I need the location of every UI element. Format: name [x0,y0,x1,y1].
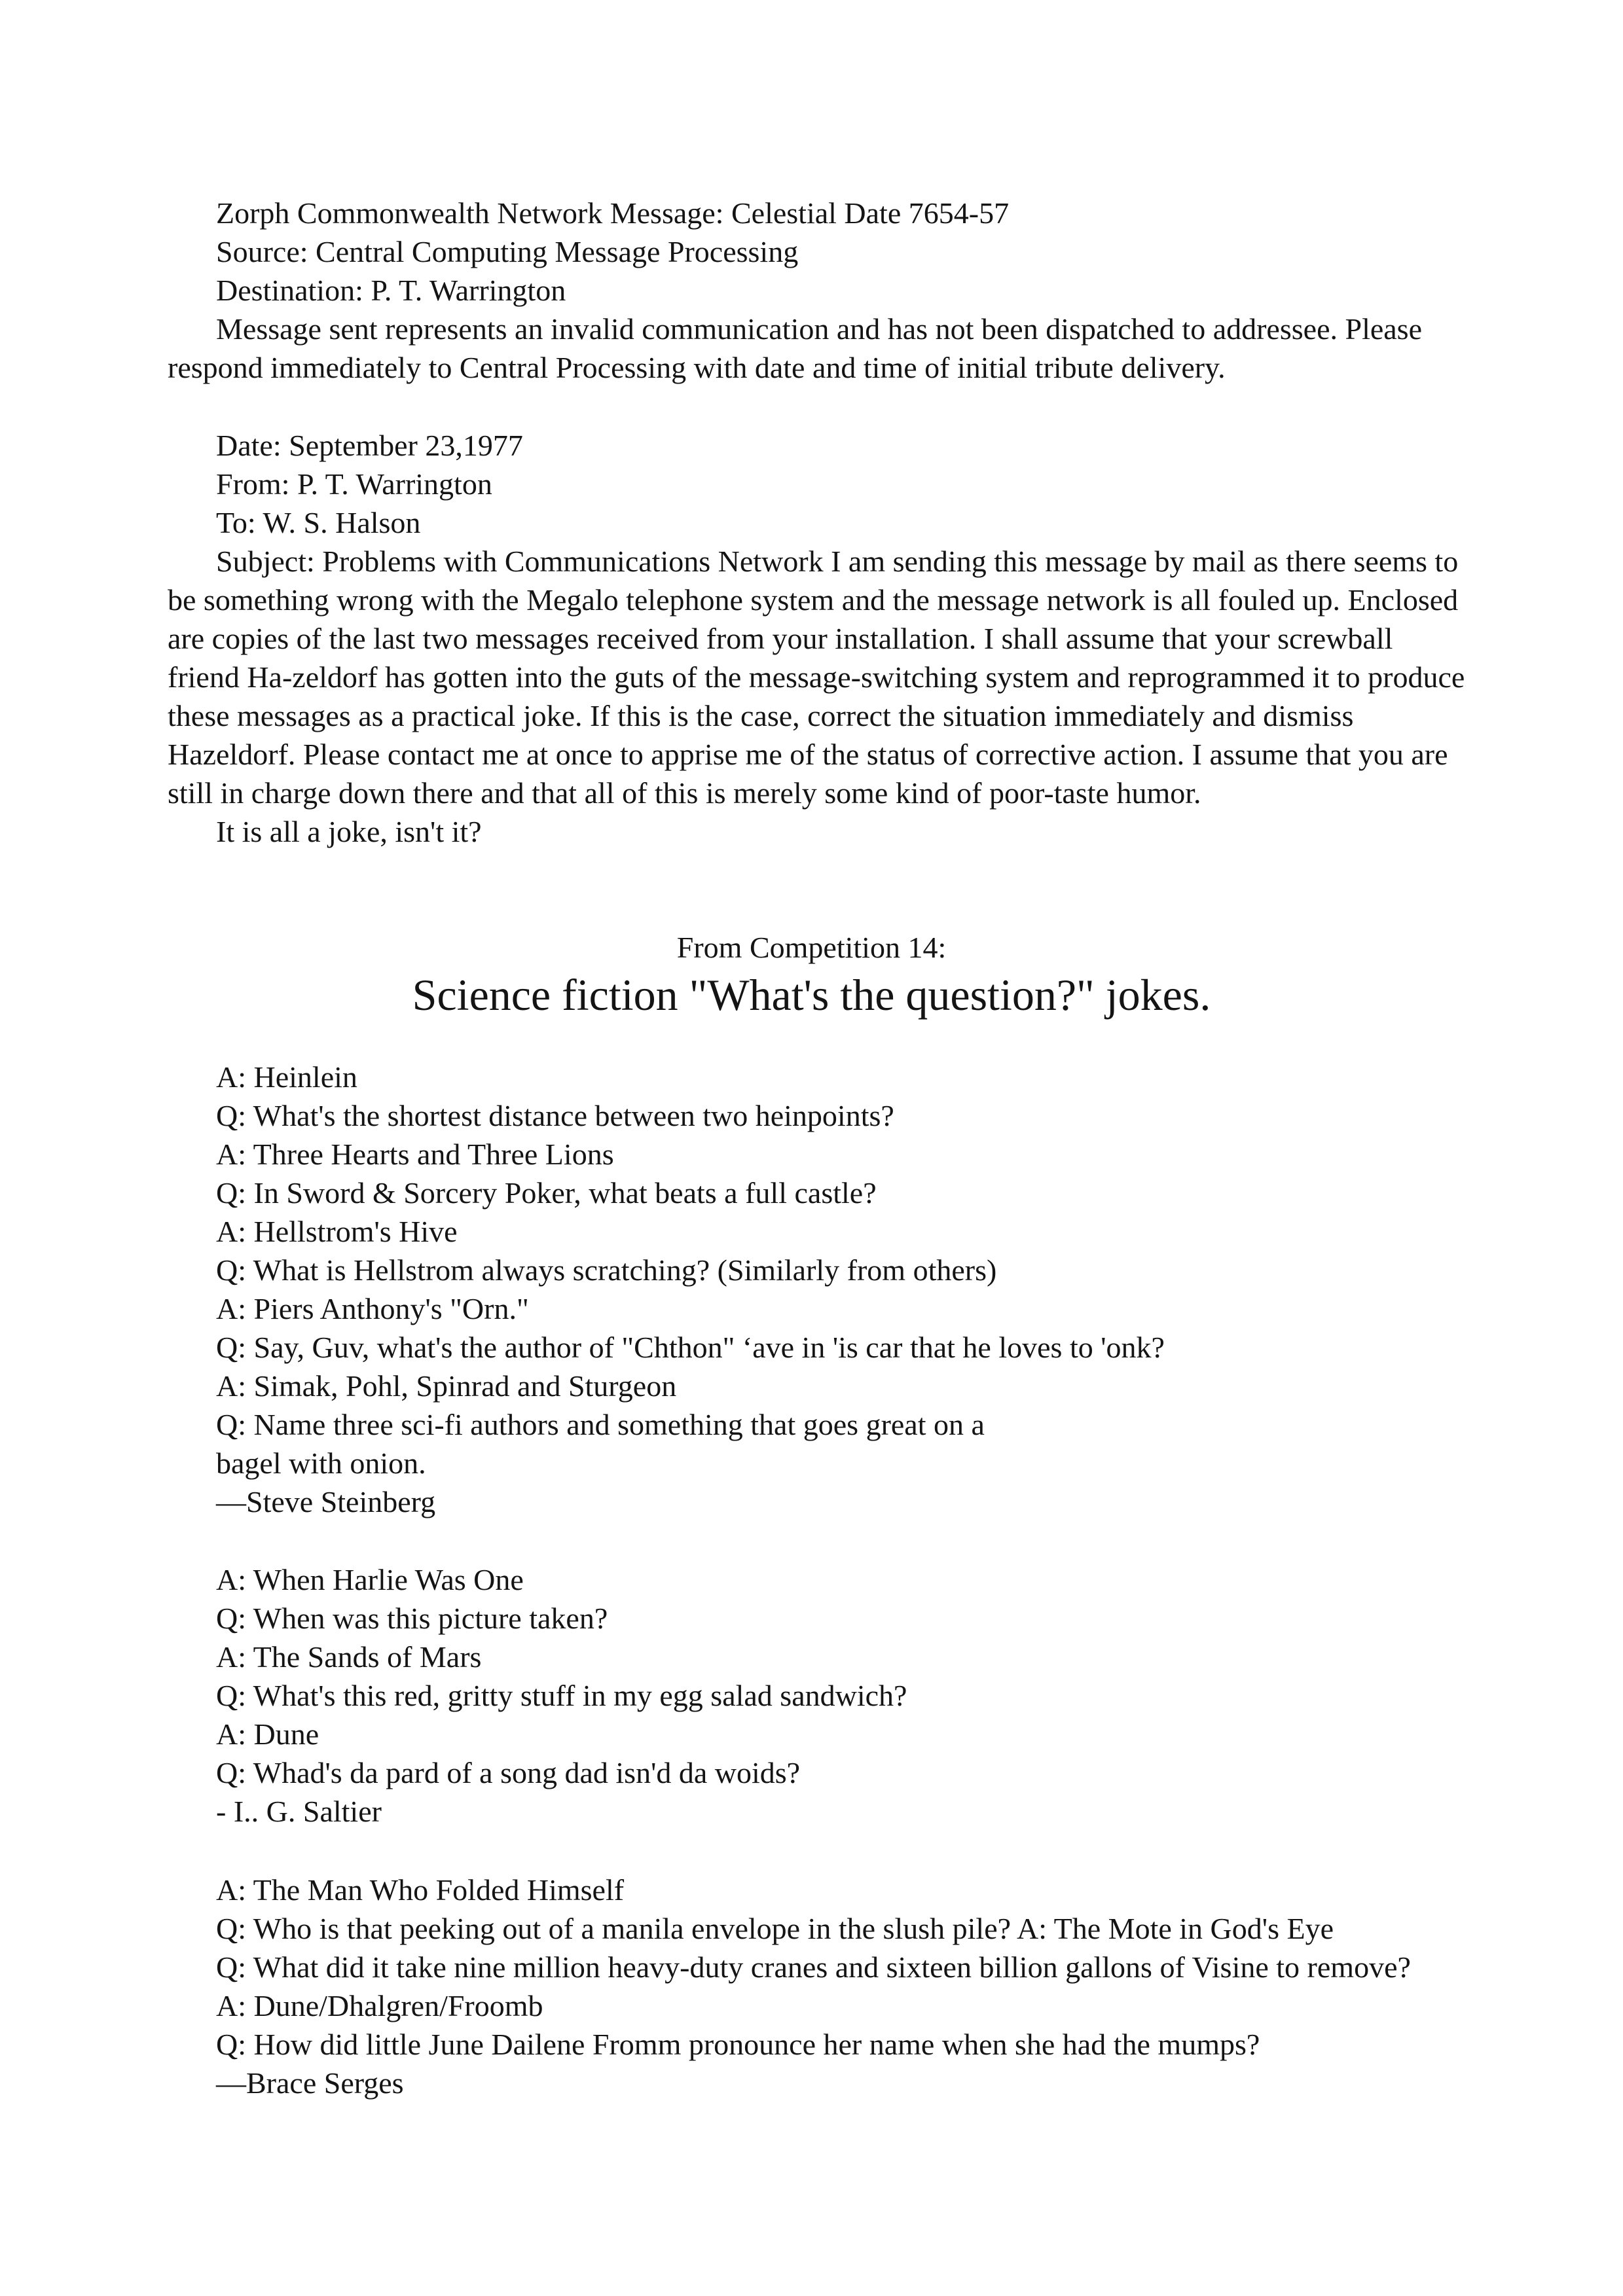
jokes-group-steinberg [168,1058,1468,1521]
joke-line: Q: Whad's da pard of a song dad isn'd da woids? [216,1756,801,1789]
joke-line-continuation: bagel with onion. [216,1446,426,1480]
letter-header-line: Date: September 23,1977 [216,429,523,462]
message-body: Message sent represents an invalid communication and has not been dispatched to addressee. Please respond immediately to Central Processing with date and time of initial tribute delivery. [168,312,1422,384]
joke-line: Q: When was this picture taken? [216,1602,608,1635]
joke-line: Q: In Sword & Sorcery Poker, what beats a full castle? [216,1176,877,1210]
message-header-line: Zorph Commonwealth Network Message: Celestial Date 7654-57 [216,196,1010,230]
joke-line: Q: What did it take nine million heavy-duty cranes and sixteen billion gallons of Visine to remove? [216,1950,1411,1984]
joke-credit: - I.. G. Saltier [216,1795,382,1828]
joke-line: A: Hellstrom's Hive [216,1215,458,1248]
joke-credit: —Steve Steinberg [216,1485,436,1518]
joke-line: Q: What's the shortest distance between two heinpoints? [216,1099,894,1132]
network-message [168,194,1468,387]
joke-line: A: The Man Who Folded Himself [216,1873,625,1907]
letter-header-line: To: W. S. Halson [216,506,421,539]
joke-line: A: Dune [216,1717,319,1751]
joke-line: Q: How did little June Dailene Fromm pronounce her name when she had the mumps? [216,2028,1260,2061]
joke-line: A: When Harlie Was One [216,1563,524,1596]
message-header-line: Source: Central Computing Message Processing [216,235,799,268]
joke-line: A: Simak, Pohl, Spinrad and Sturgeon [216,1369,677,1403]
message-header-line: Destination: P. T. Warrington [216,274,566,307]
joke-line: Q: What's this red, gritty stuff in my egg salad sandwich? [216,1679,907,1712]
joke-line: Q: Say, Guv, what's the author of "Chthon" ‘ave in 'is car that he loves to 'onk? [216,1331,1165,1364]
competition-subheading: From Competition 14: [676,931,947,964]
joke-line: Q: Who is that peeking out of a manila envelope in the slush pile? A: The Mote in God's Eye [216,1912,1334,1945]
joke-line: Q: What is Hellstrom always scratching? (Similarly from others) [216,1253,997,1287]
joke-line: A: Dune/Dhalgren/Froomb [216,1989,543,2022]
joke-line: A: The Sands of Mars [216,1640,482,1674]
letter-message [168,426,1468,851]
joke-line: A: Piers Anthony's "Orn." [216,1292,529,1325]
joke-credit: —Brace Serges [216,2066,404,2100]
letter-body: Subject: Problems with Communications Network I am sending this message by mail as there seems to be something wrong with the Megalo telephone system and the message network is all fouled up. Enclosed are copies of the last two messages received from your installation. I shall assume that your screwball friend Ha-zeldorf has gotten into the guts of the message-switching system and reprogrammed it to produce these messages as a practical joke. If this is the case, correct the situation immediately and dismiss Hazeldorf. Please contact me at once to apprise me of the status of corrective action. I assume that you are still in charge down there and that all of this is merely some kind of poor-taste humor. [168,545,1465,810]
joke-line: Q: Name three sci-fi authors and something that goes great on a [216,1408,985,1441]
letter-header-line: From: P. T. Warrington [216,467,492,501]
jokes-group-saltier [168,1560,1468,1831]
joke-line: A: Heinlein [216,1060,357,1094]
letter-closing: It is all a joke, isn't it? [216,815,482,848]
jokes-group-serges [168,1871,1468,2102]
competition-heading: Science fiction "What's the question?" jokes. [412,970,1211,1020]
joke-line: A: Three Hearts and Three Lions [216,1138,614,1171]
